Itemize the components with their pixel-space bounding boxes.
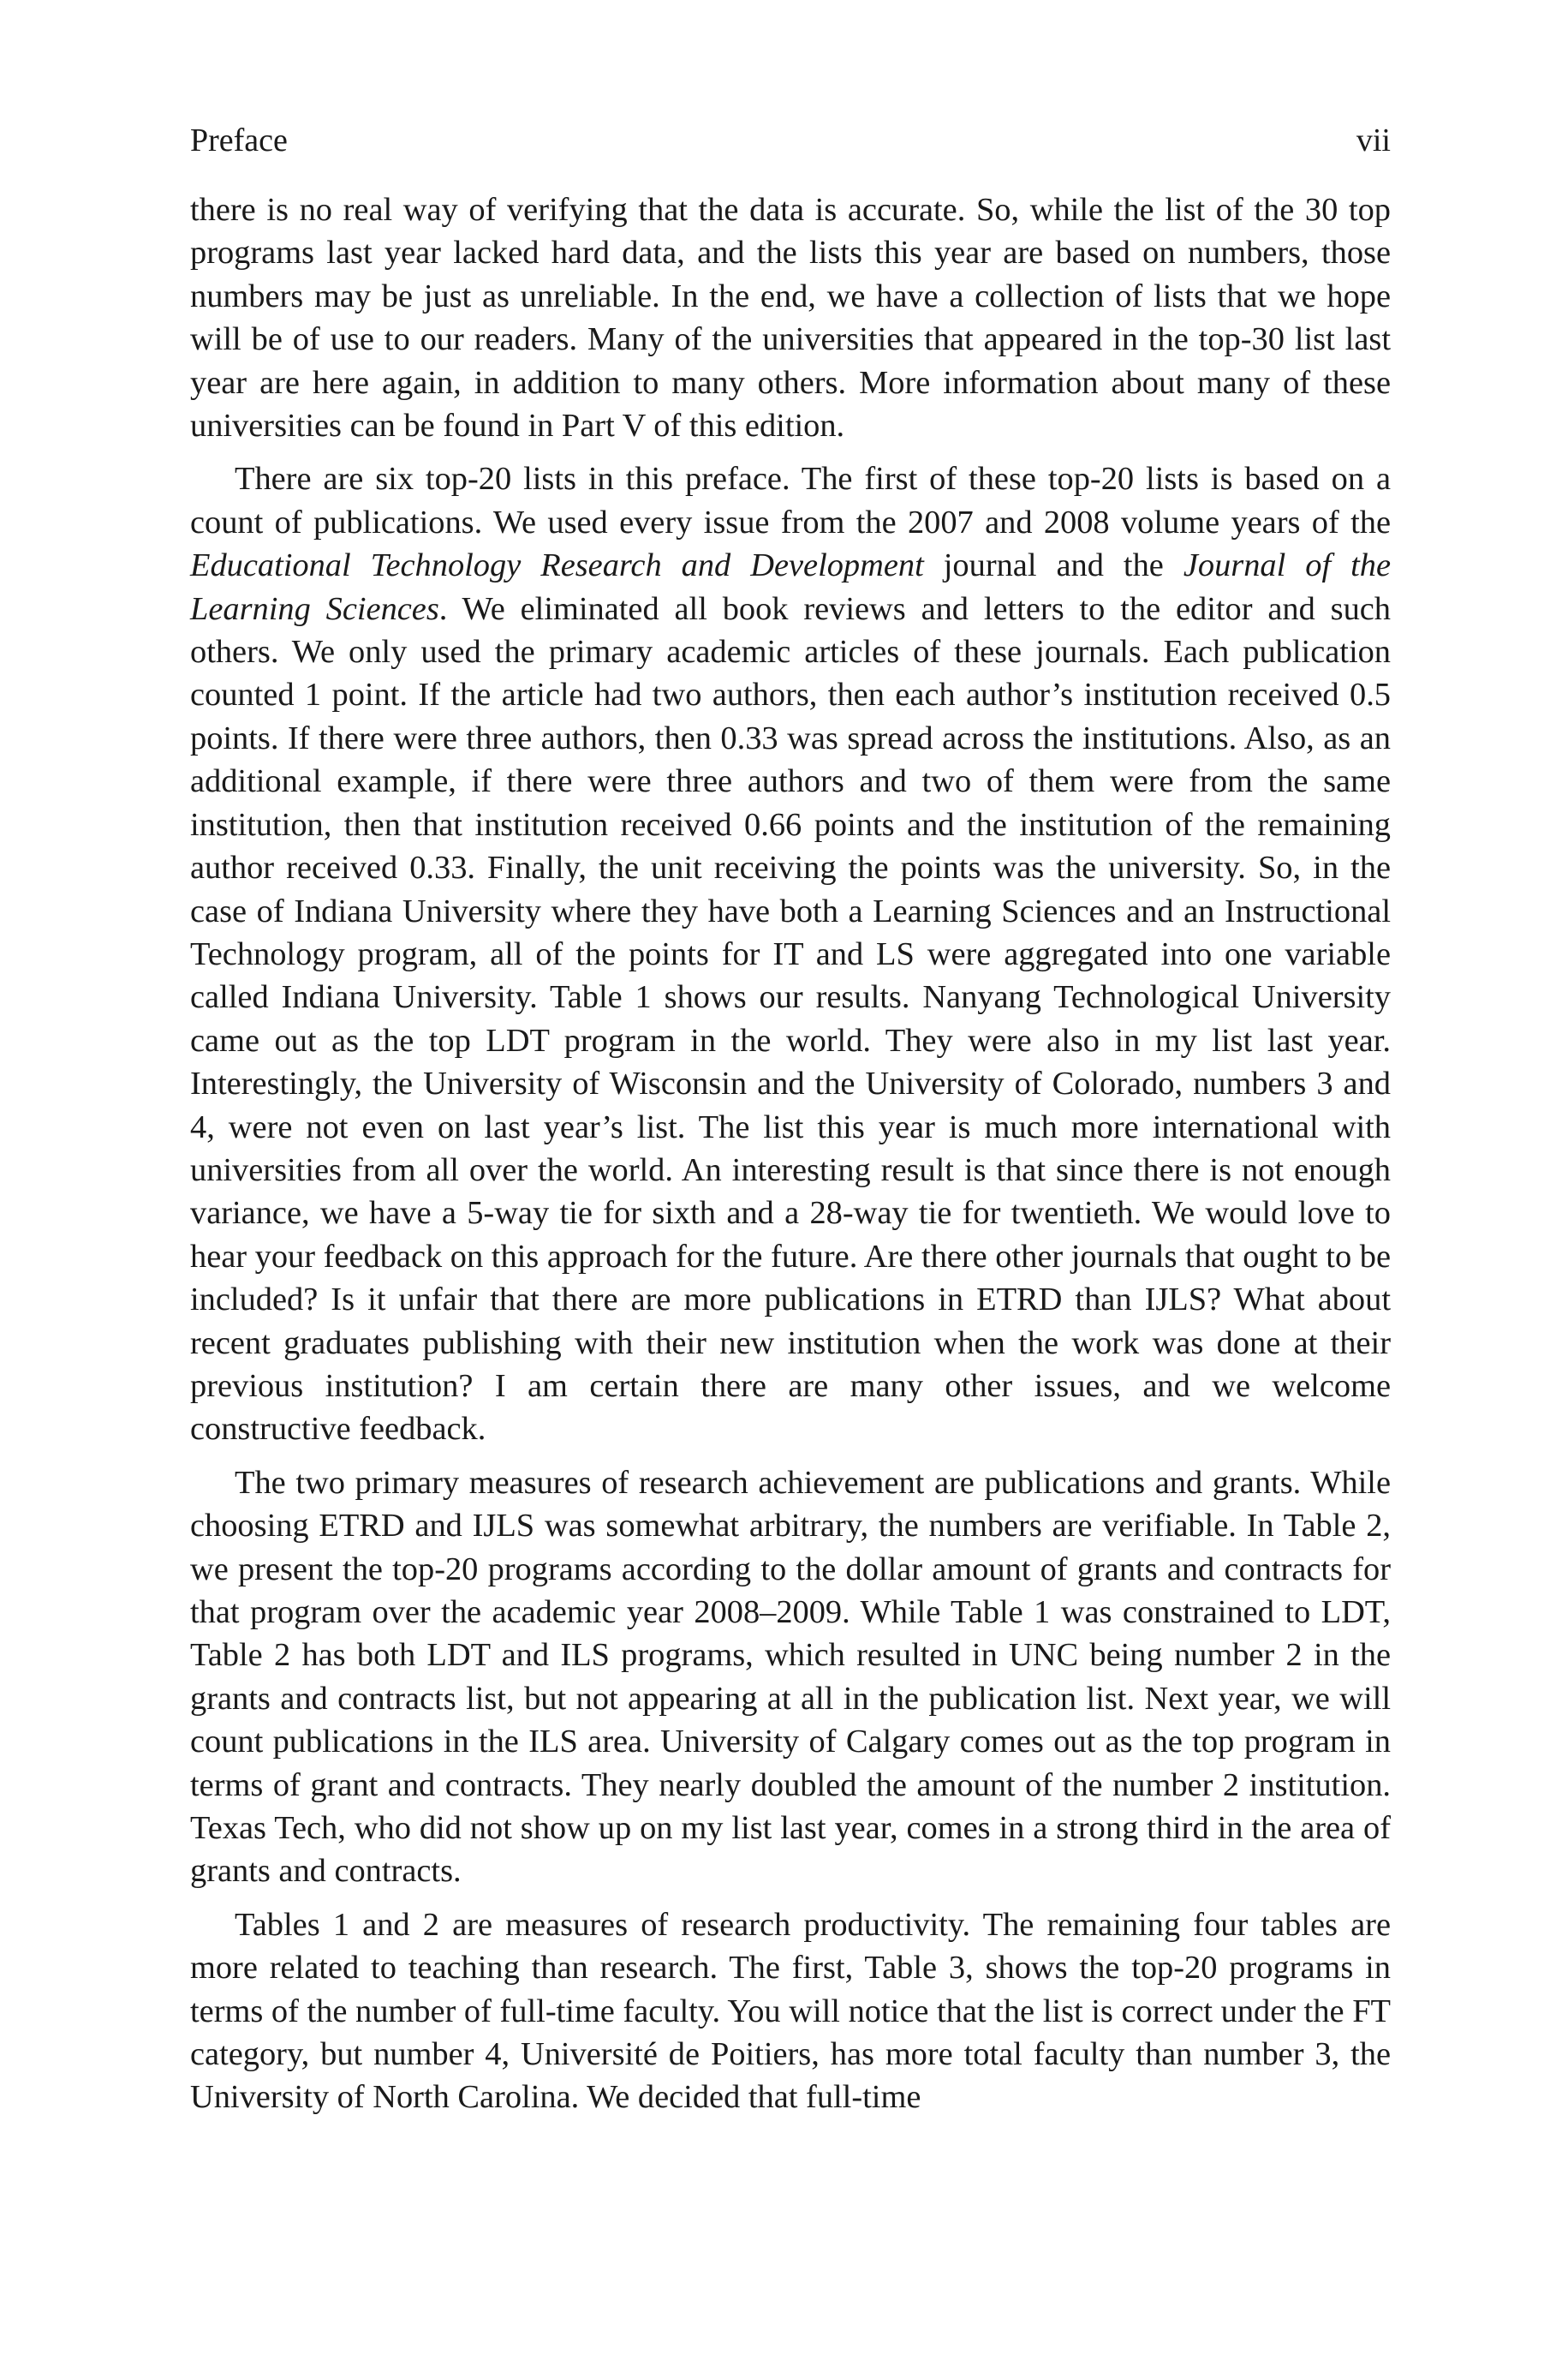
paragraph-text: journal and the xyxy=(923,547,1183,584)
paragraph-text: . We eliminated all book reviews and letters to the editor and such others. We only used the primary academic articles of these journals. Each publication counted 1 point. If the article had two authors, then each author’s institution received 0.5 points. If there were three authors, then 0.33 was spread across the institutions. Also, as an additional example, if there were three authors and two of them were from the same institution, then that institution received 0.66 points and the institution of the remaining author received 0.33. Finally, the unit receiving the points was the university. So, in the case of Indiana University where they have both a Learning Sciences and an Instructional Technology program, all of the points for IT and LS were aggregated into one variable called Indiana University. Table 1 shows our results. Nanyang Technological University came out as the top LDT program in the world. They were also in my list last year. Interestingly, the University of Wisconsin and the University of Colorado, numbers 3 and 4, were not even on last year’s list. The list this year is much more international with universities from all over the world. An interesting result is that since there is not enough variance, we have a 5-way tie for sixth and a 28-way tie for twentieth. We would love to hear your feedback on this approach for the future. Are there other journals that ought to be included? Is it unfair that there are more publications in ETRD than IJLS? What about recent graduates publishing with their new institution when the work was done at their previous institution? I am certain there are many other issues, and we welcome constructive feedback. xyxy=(190,590,1392,1448)
paragraph-text: There are six top-20 lists in this preface. The first of these top-20 lists is based on a count of publications. We used every issue from the 2007 and 2008 volume years of the xyxy=(190,461,1391,541)
paragraph-text: The two primary measures of research achievement are publications and grants. While choosing ETRD and IJLS was somewhat arbitrary, the numbers are verifiable. In Table 2, we present the top-20 programs according to the dollar amount of grants and contracts for that program over the academic year 2008–2009. While Table 1 was constrained to LDT, Table 2 has both LDT and ILS programs, which resulted in UNC being number 2 in the grants and contracts list, but not appearing at all in the publication list. Next year, we will count publications in the ILS area. University of Calgary comes out as the top program in terms of grant and contracts. They nearly doubled the amount of the number 2 institution. Texas Tech, who did not show up on my list last year, comes in a strong third in the area of grants and contracts. xyxy=(190,1464,1391,1890)
paragraph-1 xyxy=(190,188,1391,447)
page-number: vii xyxy=(1356,122,1391,158)
paragraph-3 xyxy=(190,1461,1391,1893)
journal-title-etrd: Educational Technology Research and Development xyxy=(190,547,924,584)
running-head xyxy=(190,120,1391,161)
paragraph-text: Tables 1 and 2 are measures of research productivity. The remaining four tables are more related to teaching than research. The first, Table 3, shows the top-20 programs in terms of the number of full-time faculty. You will notice that the list is correct under the FT category, but number 4, Université de Poitiers, has more total faculty than number 3, the University of North Carolina. We decided that full-time xyxy=(190,1906,1391,2116)
body-text xyxy=(190,188,1391,2119)
section-title: Preface xyxy=(190,122,288,158)
paragraph-2 xyxy=(190,457,1391,1450)
journal-title-jls: Journal of the Learning Sciences xyxy=(190,547,1392,627)
paragraph-text: there is no real way of verifying that the data is accurate. So, while the list of the 30 top programs last year lacked hard data, and the lists this year are based on numbers, those numbers may be just as unreliable. In the end, we have a collection of lists that we hope will be of use to our readers. Many of the universities that appeared in the top-30 list last year are here again, in addition to many others. More information about many of these universities can be found in Part V of this edition. xyxy=(190,192,1391,445)
paragraph-4 xyxy=(190,1903,1391,2119)
book-page xyxy=(190,120,1391,2130)
